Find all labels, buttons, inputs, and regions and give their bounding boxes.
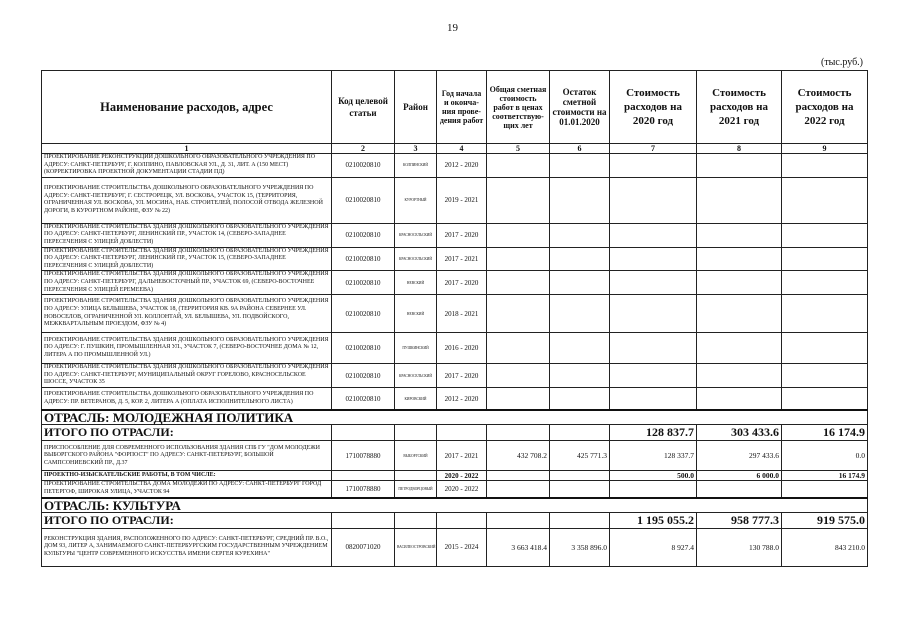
district: КРАСНОСЕЛЬСКИЙ <box>395 364 437 388</box>
expense-name: ПРОЕКТИРОВАНИЕ СТРОИТЕЛЬСТВА ЗДАНИЯ ДОШКОЛЬНОГО ОБРАЗОВАТЕЛЬНОГО УЧРЕЖДЕНИЯ ПО АДРЕСУ: САНКТ-ПЕТЕРБУРГ, ЛЕНИНСКИЙ ПР., УЧАСТОК 15, (СЕВЕРО-ЗАПАДНЕЕ ПЕРЕСЕЧЕНИЯ С УЛИЦЕЙ ДОБЛЕСТИ) <box>42 247 332 271</box>
district: НЕВСКИЙ <box>395 295 437 333</box>
cost-2022: 0.0 <box>782 441 868 471</box>
cost-2020: 8 927.4 <box>610 528 697 566</box>
expense-name: ПРОЕКТИРОВАНИЕ СТРОИТЕЛЬСТВА ЗДАНИЯ ДОШКОЛЬНОГО ОБРАЗОВАТЕЛЬНОГО УЧРЕЖДЕНИЯ ПО АДРЕСУ: САНКТ-ПЕТЕРБУРГ, ЛЕНИНСКИЙ ПР., УЧАСТОК 14, (СЕВЕРО-ЗАПАДНЕЕ ПЕРЕСЕЧЕНИЯ С УЛИЦЕЙ ДОБЛЕСТИ) <box>42 223 332 247</box>
work-period: 2012 - 2020 <box>437 387 487 410</box>
total-row <box>42 425 868 441</box>
units-label: (тыс.руб.) <box>820 57 863 68</box>
table-row <box>42 177 868 223</box>
total-row <box>42 512 868 528</box>
district: КУРОРТНЫЙ <box>395 177 437 223</box>
total-2021: 958 777.3 <box>697 512 782 528</box>
district: ПУШКИНСКИЙ <box>395 333 437 364</box>
work-period: 2020 - 2022 <box>437 471 487 481</box>
district: КРАСНОСЕЛЬСКИЙ <box>395 247 437 271</box>
header-row <box>42 71 868 144</box>
expense-name: ПРОЕКТИРОВАНИЕ СТРОИТЕЛЬСТВА ЗДАНИЯ ДОШКОЛЬНОГО ОБРАЗОВАТЕЛЬНОГО УЧРЕЖДЕНИЯ ПО АДРЕСУ: САНКТ-ПЕТЕРБУРГ, ДАЛЬНЕВОСТОЧНЫЙ ПР., УЧАСТОК 69, (СЕВЕРО-ВОСТОЧНЕЕ ПЕРЕСЕЧЕНИЯ С УЛИЦЕЙ ЕРЕМЕЕВА) <box>42 271 332 295</box>
table-row <box>42 223 868 247</box>
target-code: 0210020810 <box>332 387 395 410</box>
page-number: 19 <box>447 22 458 34</box>
cost-2020: 128 337.7 <box>610 441 697 471</box>
total-label: ИТОГО ПО ОТРАСЛИ: <box>42 425 332 441</box>
table-row <box>42 481 868 498</box>
work-period: 2012 - 2020 <box>437 154 487 178</box>
header-balance: Остаток сметной стоимости на 01.01.2020 <box>550 71 610 144</box>
header-cost-2022: Стоимость расходов на 2022 год <box>782 71 868 144</box>
column-number-row <box>42 144 868 154</box>
header-cost-2020: Стоимость расходов на 2020 год <box>610 71 697 144</box>
total-2022: 16 174.9 <box>782 425 868 441</box>
balance: 3 358 896.0 <box>550 528 610 566</box>
target-code: 0820071020 <box>332 528 395 566</box>
cost-2021: 297 433.6 <box>697 441 782 471</box>
expense-name: ПРОЕКТИРОВАНИЕ РЕКОНСТРУКЦИИ ДОШКОЛЬНОГО ОБРАЗОВАТЕЛЬНОГО УЧРЕЖДЕНИЯ ПО АДРЕСУ: САНКТ-ПЕТЕРБУРГ, Г. КОЛПИНО, ПАВЛОВСКАЯ УЛ., Д. 31, ЛИТ. А (150 МЕСТ) (КОРРЕКТИРОВКА ПРОЕКТНОЙ ДОКУМЕНТАЦИИ СТАДИИ ПД) <box>42 154 332 178</box>
expense-name: РЕКОНСТРУКЦИЯ ЗДАНИЯ, РАСПОЛОЖЕННОГО ПО АДРЕСУ: САНКТ-ПЕТЕРБУРГ, СРЕДНИЙ ПР. В.О., ДОМ 93, ЛИТЕР А, ЗАНИМАЕМОГО САНКТ-ПЕТЕРБУРГСКИМ ГОСУДАРСТВЕННЫМ УЧРЕЖДЕНИЕМ КУЛЬТУРЫ "ЦЕНТР СОВРЕМЕННОГО ИСКУССТВА ИМЕНИ СЕРГЕЯ КУРЕХИНА" <box>42 528 332 566</box>
table-row <box>42 364 868 388</box>
section-title: ОТРАСЛЬ: МОЛОДЕЖНАЯ ПОЛИТИКА <box>42 410 868 425</box>
target-code: 0210020810 <box>332 247 395 271</box>
total-2022: 919 575.0 <box>782 512 868 528</box>
table-row <box>42 387 868 410</box>
district: КОЛПИНСКИЙ <box>395 154 437 178</box>
cost-2021: 6 000.0 <box>697 471 782 481</box>
work-period: 2017 - 2021 <box>437 441 487 471</box>
target-code: 0210020810 <box>332 223 395 247</box>
target-code: 0210020810 <box>332 364 395 388</box>
expense-name: ПРОЕКТИРОВАНИЕ СТРОИТЕЛЬСТВА ЗДАНИЯ ДОШКОЛЬНОГО ОБРАЗОВАТЕЛЬНОГО УЧРЕЖДЕНИЯ ПО АДРЕСУ: УЛИЦА БЕЛЫШЕВА, УЧАСТОК 18, (ТЕРРИТОРИЯ КВ. 9А РАЙОНА СЕВЕРНЕЕ УЛ. НОВОСЕЛОВ, ОГРАНИЧЕННОЙ УЛ. КОЛЛОНТАЙ, УЛ. БЕЛЫШЕВА, УЛ. ПОДВОЙСКОГО, МЕЖКВАРТАЛЬНЫМ ПРОЕЗДОМ, ФЗУ № 4) <box>42 295 332 333</box>
cost-2021: 130 788.0 <box>697 528 782 566</box>
cost-2020: 500.0 <box>610 471 697 481</box>
work-period: 2016 - 2020 <box>437 333 487 364</box>
work-period: 2020 - 2022 <box>437 481 487 498</box>
total-2020: 128 837.7 <box>610 425 697 441</box>
cost-2022: 843 210.0 <box>782 528 868 566</box>
table-row <box>42 247 868 271</box>
column-number: 1 <box>42 144 332 154</box>
header-code: Код целевой статьи <box>332 71 395 144</box>
target-code: 0210020810 <box>332 295 395 333</box>
target-code: 0210020810 <box>332 177 395 223</box>
section-row-youth <box>42 410 868 425</box>
design-works-row <box>42 471 868 481</box>
table-row <box>42 154 868 178</box>
total-2020: 1 195 055.2 <box>610 512 697 528</box>
expense-name: ПРОЕКТИРОВАНИЕ СТРОИТЕЛЬСТВА ДОМА МОЛОДЕЖИ ПО АДРЕСУ: САНКТ-ПЕТЕРБУРГ ГОРОД ПЕТЕРГОФ, ШИРОКАЯ УЛИЦА, УЧАСТОК 94 <box>42 481 332 498</box>
work-period: 2015 - 2024 <box>437 528 487 566</box>
work-period: 2017 - 2020 <box>437 364 487 388</box>
column-number: 4 <box>437 144 487 154</box>
table-row <box>42 295 868 333</box>
district: ВЫБОРГСКИЙ <box>395 441 437 471</box>
work-period: 2017 - 2020 <box>437 223 487 247</box>
table-row <box>42 528 868 566</box>
work-period: 2017 - 2020 <box>437 271 487 295</box>
table-row <box>42 271 868 295</box>
header-name: Наименование расходов, адрес <box>42 71 332 144</box>
header-total-cost: Общая сметная стоимость работ в ценах соответствую-щих лет <box>487 71 550 144</box>
header-period: Год начала и оконча-ния прове-дения работ <box>437 71 487 144</box>
column-number: 7 <box>610 144 697 154</box>
expense-name: ПРОЕКТНО-ИЗЫСКАТЕЛЬСКИЕ РАБОТЫ, В ТОМ ЧИСЛЕ: <box>42 471 332 481</box>
header-district: Район <box>395 71 437 144</box>
table-row <box>42 333 868 364</box>
expense-name: ПРОЕКТИРОВАНИЕ СТРОИТЕЛЬСТВА ЗДАНИЯ ДОШКОЛЬНОГО ОБРАЗОВАТЕЛЬНОГО УЧРЕЖДЕНИЯ ПО АДРЕСУ: Г. ПУШКИН, ПРОМЫШЛЕННАЯ УЛ., УЧАСТОК 7, (СЕВЕРО-ВОСТОЧНЕЕ ДОМА № 12, ЛИТЕРА А ПО ПРОМЫШЛЕННОЙ УЛ.) <box>42 333 332 364</box>
column-number: 9 <box>782 144 868 154</box>
district: КРАСНОСЕЛЬСКИЙ <box>395 223 437 247</box>
expense-name: ПРОЕКТИРОВАНИЕ СТРОИТЕЛЬСТВА ЗДАНИЯ ДОШКОЛЬНОГО ОБРАЗОВАТЕЛЬНОГО УЧРЕЖДЕНИЯ ПО АДРЕСУ: САНКТ-ПЕТЕРБУРГ, МУНИЦИПАЛЬНЫЙ ОКРУГ ГОРЕЛОВО, КРАСНОСЕЛЬСКОЕ ШОССЕ, УЧАСТОК 35 <box>42 364 332 388</box>
district: НЕВСКИЙ <box>395 271 437 295</box>
balance: 425 771.3 <box>550 441 610 471</box>
column-number: 8 <box>697 144 782 154</box>
total-cost: 3 663 418.4 <box>487 528 550 566</box>
table-row <box>42 441 868 471</box>
work-period: 2019 - 2021 <box>437 177 487 223</box>
column-number: 2 <box>332 144 395 154</box>
district: ВАСИЛЕОСТРОВСКИЙ <box>395 528 437 566</box>
target-code: 0210020810 <box>332 333 395 364</box>
section-title: ОТРАСЛЬ: КУЛЬТУРА <box>42 498 868 513</box>
target-code: 0210020810 <box>332 154 395 178</box>
work-period: 2017 - 2021 <box>437 247 487 271</box>
district: ПЕТРОДВОРЦОВЫЙ <box>395 481 437 498</box>
column-number: 3 <box>395 144 437 154</box>
expense-name: ПРОЕКТИРОВАНИЕ СТРОИТЕЛЬСТВА ДОШКОЛЬНОГО ОБРАЗОВАТЕЛЬНОГО УЧРЕЖДЕНИЯ ПО АДРЕСУ: ПР. ВЕТЕРАНОВ, Д. 5, КОР. 2, ЛИТЕРА А (ОПЛАТА ИСПОЛНИТЕЛЬНОГО ЛИСТА) <box>42 387 332 410</box>
target-code: 0210020810 <box>332 271 395 295</box>
expense-name: ПРОЕКТИРОВАНИЕ СТРОИТЕЛЬСТВА ДОШКОЛЬНОГО ОБРАЗОВАТЕЛЬНОГО УЧРЕЖДЕНИЯ ПО АДРЕСУ: САНКТ-ПЕТЕРБУРГ, Г. СЕСТРОРЕЦК, УЛ. ВОСКОВА, УЧАСТОК 15, (ТЕРРИТОРИЯ, ОГРАНИЧЕННАЯ УЛ. ВОСКОВА, УЛ. МОСИНА, НАБ. СТРОИТЕЛЕЙ, ПОЛОСОЙ ОТВОДА ЖЕЛЕЗНОЙ ДОРОГИ, В КУРОРТНОМ РАЙОНЕ, ФЗУ № 22) <box>42 177 332 223</box>
column-number: 5 <box>487 144 550 154</box>
expense-name: ПРИСПОСОБЛЕНИЕ ДЛЯ СОВРЕМЕННОГО ИСПОЛЬЗОВАНИЯ ЗДАНИЯ СПБ ГУ "ДОМ МОЛОДЕЖИ ВЫБОРГСКОГО РАЙОНА "ФОРПОСТ" ПО АДРЕСУ: САНКТ-ПЕТЕРБУРГ, БОЛЬШОЙ САМПСОНИЕВСКИЙ ПР., Д.37 <box>42 441 332 471</box>
target-code: 1710078880 <box>332 441 395 471</box>
header-cost-2021: Стоимость расходов на 2021 год <box>697 71 782 144</box>
target-code: 1710078880 <box>332 481 395 498</box>
total-2021: 303 433.6 <box>697 425 782 441</box>
total-cost: 432 708.2 <box>487 441 550 471</box>
budget-table <box>41 70 868 567</box>
total-label: ИТОГО ПО ОТРАСЛИ: <box>42 512 332 528</box>
section-row-culture <box>42 498 868 513</box>
cost-2022: 16 174.9 <box>782 471 868 481</box>
district: КИРОВСКИЙ <box>395 387 437 410</box>
column-number: 6 <box>550 144 610 154</box>
work-period: 2018 - 2021 <box>437 295 487 333</box>
